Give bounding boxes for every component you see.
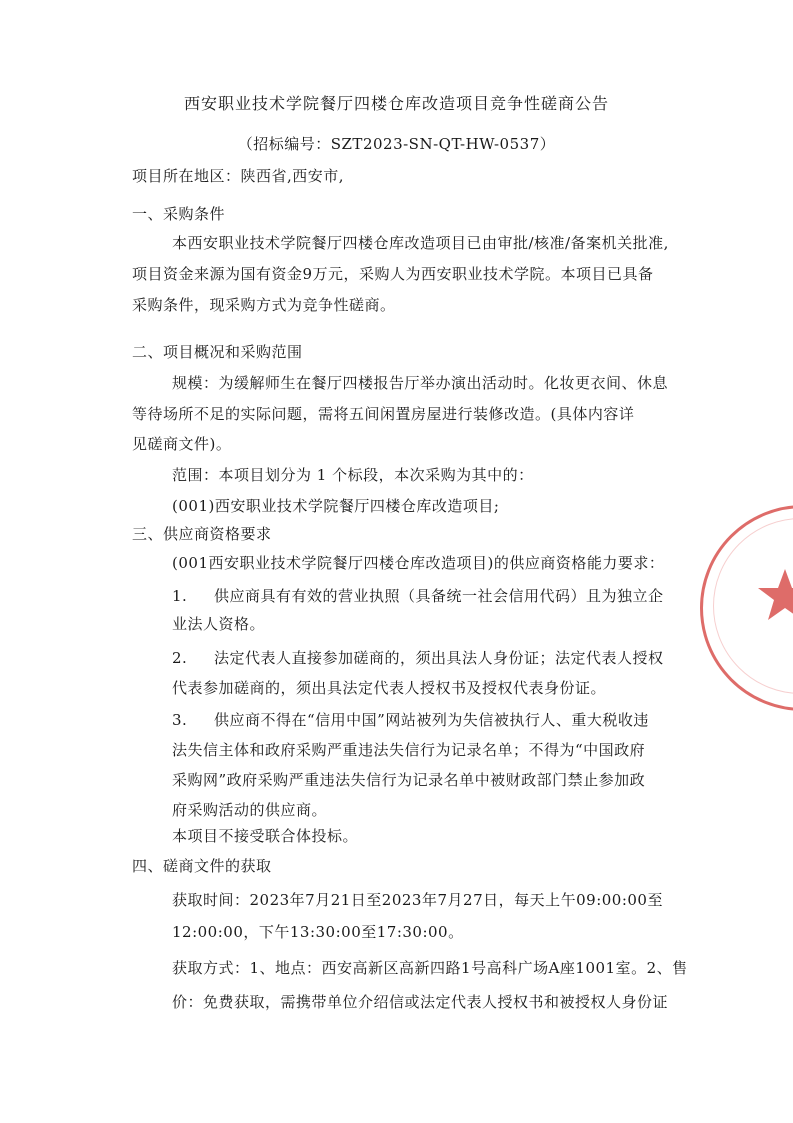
section-2-line: 见磋商文件)。 [132, 435, 232, 453]
seal-star-icon [755, 566, 793, 626]
list-item-number: 1. [172, 587, 188, 605]
section-heading-1: 一、采购条件 [132, 205, 226, 223]
section-3-intro: (001西安职业技术学院餐厅四楼仓库改造项目)的供应商资格能力要求： [172, 554, 665, 572]
section-4-line: 获取时间：2023年7月21日至2023年7月27日，每天上午09:00:00至 [172, 891, 663, 909]
section-2-line: 规模：为缓解师生在餐厅四楼报告厅举办演出活动时。化妆更衣间、休息 [172, 374, 669, 392]
section-2-line: 范围：本项目划分为 1 个标段，本次采购为其中的： [172, 466, 534, 484]
section-1-line: 采购条件，现采购方式为竞争性磋商。 [132, 296, 396, 314]
section-heading-4: 四、磋商文件的获取 [132, 857, 272, 875]
section-1-line: 本西安职业技术学院餐厅四楼仓库改造项目已由审批/核准/备案机关批准, [172, 234, 669, 252]
project-location: 项目所在地区：陕西省,西安市, [132, 167, 345, 185]
list-item-line: 法定代表人直接参加磋商的，须出具法人身份证；法定代表人授权 [214, 649, 664, 667]
section-4-line: 价：免费获取，需携带单位介绍信或法定代表人授权书和被授权人身份证 [172, 993, 669, 1011]
section-4-line: 获取方式：1、地点：西安高新区高新四路1号高科广场A座1001室。2、售 [172, 959, 688, 977]
tender-number: （招标编号：SZT2023-SN-QT-HW-0537） [237, 135, 556, 153]
list-item-line: 法失信主体和政府采购严重违法失信行为记录名单；不得为“中国政府 [172, 741, 646, 759]
list-item-line: 供应商具有有效的营业执照（具备统一社会信用代码）且为独立企 [214, 587, 664, 605]
section-heading-2: 二、项目概况和采购范围 [132, 343, 303, 361]
section-3-note: 本项目不接受联合体投标。 [172, 827, 359, 845]
section-4-line: 12:00:00，下午13:30:00至17:30:00。 [172, 923, 464, 941]
list-item-line: 府采购活动的供应商。 [172, 801, 328, 819]
document-title: 西安职业技术学院餐厅四楼仓库改造项目竞争性磋商公告 [183, 94, 609, 113]
list-item-line: 代表参加磋商的，须出具法定代表人授权书及授权代表身份证。 [172, 679, 607, 697]
section-1-line: 项目资金来源为国有资金9万元，采购人为西安职业技术学院。本项目已具备 [132, 265, 654, 283]
section-heading-3: 三、供应商资格要求 [132, 525, 272, 543]
list-item-number: 3. [172, 711, 188, 729]
section-2-line: 等待场所不足的实际问题，需将五间闲置房屋进行装修改造。(具体内容详 [132, 405, 635, 423]
list-item-line: 业法人资格。 [172, 615, 266, 633]
company-seal [700, 505, 793, 711]
list-item-line: 供应商不得在“信用中国”网站被列为失信被执行人、重大税收违 [214, 711, 649, 729]
section-2-line: (001)西安职业技术学院餐厅四楼仓库改造项目; [172, 497, 500, 515]
list-item-line: 采购网”政府采购严重违法失信行为记录名单中被财政部门禁止参加政 [172, 771, 646, 789]
list-item-number: 2. [172, 649, 188, 667]
